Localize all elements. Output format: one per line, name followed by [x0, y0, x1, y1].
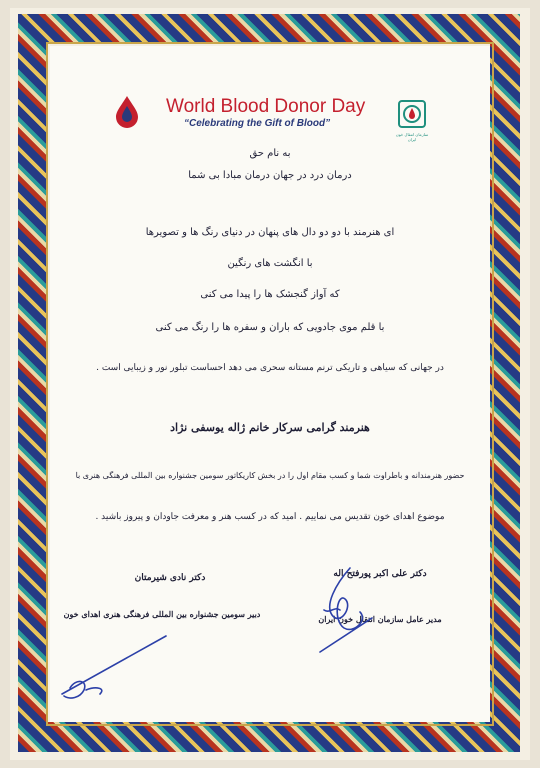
addressee: هنرمند گرامی سرکار خانم ژاله یوسفی نژاد	[170, 421, 370, 434]
blood-drop-icon	[112, 94, 142, 128]
right-signatory-title: مدیر عامل سازمان انتقال خون ایران	[318, 614, 442, 624]
event-subtitle: “Celebrating the Gift of Blood”	[184, 118, 331, 129]
poem-line: با انگشت های رنگین	[227, 258, 313, 269]
blood-organization-icon	[400, 102, 424, 126]
left-signatory-name: دکتر نادی شیرمتان	[134, 573, 206, 583]
organization-name: سازمان انتقال خون ایران	[395, 132, 429, 142]
citation-line: موضوع اهدای خون تقدیس می نماییم . امید که در کسب هنر و معرفت جاودان و پیروز باشید .	[95, 512, 445, 522]
left-signatory-title: دبیر سومین جشنواره بین المللی فرهنگی هنری اهدای خون	[63, 609, 261, 619]
citation-line: حضور هنرمندانه و باطراوت شما و کسب مقام اول را در بخش کاریکاتور سومین جشنواره بین المللی فرهنگی هنری با	[75, 471, 465, 480]
event-title: World Blood Donor Day	[166, 96, 366, 117]
organization-logo	[398, 100, 426, 128]
poem-line: در جهانی که سیاهی و تاریکی ترنم مستانه سحری می دهد احساست تبلور نور و زیبایی است .	[96, 363, 444, 373]
invocation: به نام حق	[249, 148, 291, 159]
right-signature	[310, 560, 400, 660]
left-signature	[56, 628, 176, 704]
poem-line: ای هنرمند با دو دو دال های پنهان در دنیای رنگ ها و تصویرها	[145, 227, 395, 238]
poem-line: که آواز گنجشک ها را پیدا می کنی	[200, 289, 340, 300]
dedication: درمان درد در جهان درمان مبادا بی شما	[188, 170, 352, 181]
poem-line: با قلم موی جادویی که باران و سفره ها را رنگ می کنی	[155, 322, 385, 333]
right-signatory-name: دکتر علی اکبر پورفتح اله	[333, 569, 427, 579]
